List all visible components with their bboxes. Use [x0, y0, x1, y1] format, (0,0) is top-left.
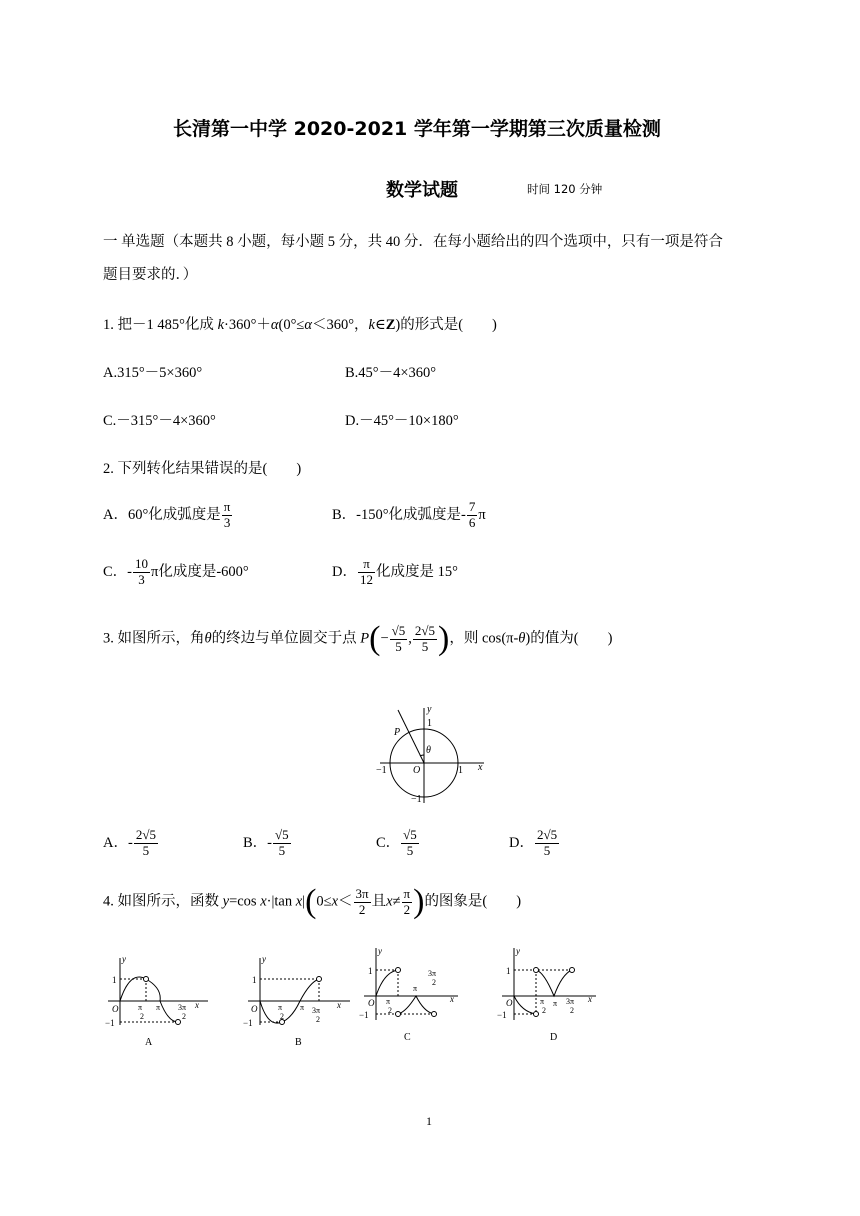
- q3-text: )的值为( ): [525, 630, 613, 647]
- neg-one-label: −1: [359, 1010, 369, 1020]
- q3-option-d: [509, 828, 560, 859]
- origin-label: O: [506, 998, 513, 1008]
- q2-d-text: D．: [332, 563, 357, 580]
- q4-cond-text: ＜: [338, 893, 353, 910]
- q3-text: ，则 cos(π-: [449, 630, 519, 647]
- fig-origin-label: O: [413, 765, 421, 776]
- graph-curve: [398, 996, 434, 1014]
- q1-text: ∈: [374, 317, 386, 333]
- y-label: y: [378, 946, 382, 956]
- q1-option-b: B.45°－4×360°: [345, 365, 437, 381]
- origin-label: O: [112, 1004, 119, 1014]
- q2-d-fraction: [358, 557, 375, 588]
- q4-text: 4. 如图所示，函数: [103, 893, 223, 910]
- one-label: 1: [368, 966, 373, 976]
- graph-label-c: C: [404, 1032, 411, 1043]
- fig-neg-one-bottom: −1: [411, 794, 422, 805]
- y-label: y: [122, 954, 126, 964]
- q1-set-z: Z: [385, 317, 396, 333]
- left-paren: (: [369, 620, 381, 657]
- pi-half-den: 2: [388, 1006, 392, 1015]
- x-label: x: [450, 994, 454, 1004]
- pi-half-den: 2: [542, 1006, 546, 1015]
- y-label: y: [516, 946, 520, 956]
- pi-label: π: [156, 1003, 161, 1012]
- graph-label-b: B: [295, 1037, 302, 1048]
- q1-option-c: C.－315°－4×360°: [103, 413, 216, 429]
- q1-text: ＜360°，: [311, 317, 369, 333]
- question-1-stem: [103, 313, 497, 334]
- q3-text: 的终边与单位圆交于点: [211, 630, 361, 647]
- graph-curve: [514, 996, 536, 1014]
- q1-option-d: D.－45°－10×180°: [345, 413, 459, 429]
- q1-var-k: k: [217, 317, 224, 333]
- graph-label-a: A: [145, 1037, 153, 1048]
- q4-cond-fraction-1: [354, 887, 371, 918]
- denominator: 3: [223, 514, 231, 530]
- q3-d-text: D．: [509, 834, 534, 851]
- q3-point-p: P: [360, 630, 370, 647]
- q4-var-x: x: [295, 893, 303, 910]
- q3-b-fraction: [273, 828, 291, 859]
- q4-text: ·|tan: [266, 893, 296, 910]
- x-label: x: [337, 1000, 341, 1010]
- q3-py-fraction: [413, 624, 437, 655]
- q3-text: 3. 如图所示，角: [103, 630, 205, 647]
- y-label: y: [262, 954, 266, 964]
- open-point: [534, 1012, 539, 1017]
- numerator: 2√5: [536, 827, 558, 842]
- denominator: 12: [359, 571, 373, 587]
- q3-a-text: A．-: [103, 834, 133, 851]
- q3-option-c: [376, 828, 420, 859]
- q4-text: =cos: [229, 893, 261, 910]
- numerator: √5: [275, 827, 289, 842]
- terminal-side: [398, 710, 424, 763]
- denominator: 5: [142, 842, 150, 858]
- open-point: [432, 1012, 437, 1017]
- right-paren: ): [413, 883, 425, 920]
- q4-text: 的图象是( ): [424, 893, 522, 910]
- origin-label: O: [251, 1004, 258, 1014]
- three-pi-den: 2: [316, 1015, 320, 1024]
- denominator: 5: [421, 638, 429, 654]
- one-label: 1: [506, 966, 511, 976]
- q3-b-text: B．-: [243, 834, 272, 851]
- page-subtitle: 数学试题: [386, 180, 458, 201]
- x-label: x: [588, 994, 592, 1004]
- q3-d-fraction: [535, 828, 559, 859]
- three-pi-den: 2: [182, 1012, 186, 1021]
- q4-graph-c: [358, 940, 468, 1050]
- q2-b-text: π: [478, 506, 486, 523]
- three-pi-label: 3π: [178, 1003, 187, 1012]
- pi-half-num: π: [540, 997, 545, 1006]
- three-pi-den: 2: [570, 1006, 574, 1015]
- pi-label: π: [300, 1003, 305, 1012]
- q4-cond-text: ≠: [392, 893, 401, 910]
- q2-b-fraction: [467, 500, 478, 531]
- q3-option-a: [103, 828, 159, 859]
- graph-label-d: D: [550, 1032, 558, 1043]
- q4-cond-text: 0≤: [316, 893, 332, 910]
- origin-label: O: [368, 998, 375, 1008]
- numerator: 10: [135, 556, 148, 571]
- denominator: 6: [468, 514, 476, 530]
- q2-option-d: [332, 557, 458, 588]
- pi-half-den: 2: [280, 1012, 284, 1021]
- pi-half-num: π: [138, 1003, 143, 1012]
- question-2-stem: 2. 下列转化结果错误的是( ): [103, 461, 302, 477]
- pi-half-num: π: [386, 997, 391, 1006]
- q4-cond-text: 且: [371, 893, 387, 910]
- question-3-stem: [103, 622, 612, 656]
- q2-option-c: [103, 557, 249, 588]
- graph-curve: [120, 977, 178, 1022]
- fig-y-label: y: [427, 704, 432, 715]
- open-point: [534, 968, 539, 973]
- denominator: 2: [403, 901, 411, 917]
- q4-var-x: x: [386, 893, 393, 910]
- minus-sign: −: [380, 630, 389, 647]
- numerator: 7: [468, 499, 476, 514]
- q4-var-x: x: [331, 893, 339, 910]
- q2-a-text: A．60°化成弧度是: [103, 506, 221, 523]
- page-number: 1: [426, 1114, 432, 1128]
- three-pi-label: 3π: [428, 969, 437, 978]
- q4-graph-d: [496, 940, 606, 1050]
- q1-text: ·360°＋: [224, 317, 271, 333]
- unit-circle-figure: [370, 700, 495, 805]
- q3-c-text: C．: [376, 834, 401, 851]
- q1-var-alpha: α: [270, 317, 279, 333]
- q4-var-x: x: [260, 893, 267, 910]
- open-point: [176, 1020, 181, 1025]
- fig-x-label: x: [478, 762, 483, 773]
- q4-var-y: y: [222, 893, 230, 910]
- question-4-stem: [103, 885, 521, 919]
- q4-cond-fraction-2: [402, 887, 413, 918]
- numerator: 2√5: [135, 827, 156, 842]
- time-note: 时间 120 分钟: [527, 182, 603, 196]
- numerator: π: [358, 557, 375, 573]
- q4-graph-a: [100, 950, 215, 1050]
- q4-graph-b: [242, 950, 357, 1050]
- fig-theta-label: θ: [426, 745, 431, 756]
- q2-c-text: C．-: [103, 563, 132, 580]
- q3-var-theta: θ: [518, 630, 526, 647]
- pi-half-den: 2: [140, 1012, 144, 1021]
- open-point: [317, 977, 322, 982]
- open-point: [396, 968, 401, 973]
- one-label: 1: [112, 975, 117, 985]
- numerator: π: [403, 885, 411, 901]
- fig-one-top: 1: [427, 718, 432, 729]
- pi-label: π: [553, 999, 558, 1008]
- numerator: π: [223, 499, 231, 514]
- page-title: 长清第一中学 2020-2021 学年第一学期第三次质量检测: [173, 118, 661, 140]
- numerator: √5: [403, 827, 417, 842]
- numerator: √5: [391, 622, 406, 638]
- one-label: 1: [252, 975, 257, 985]
- numerator: 2√5: [414, 622, 436, 638]
- open-point: [144, 977, 149, 982]
- q1-var-alpha: α: [304, 317, 312, 333]
- q3-px-fraction: [390, 624, 408, 655]
- neg-one-label: −1: [243, 1018, 253, 1028]
- q1-var-k: k: [368, 317, 375, 333]
- denominator: 5: [395, 638, 402, 654]
- graph-curve: [536, 970, 572, 996]
- graph-curve: [376, 970, 398, 996]
- section-instruction-line1: 一 单选题（本题共 8 小题，每小题 5 分，共 40 分．在每小题给出的四个选项中，只有一项是符合: [103, 234, 723, 250]
- open-point: [396, 1012, 401, 1017]
- fig-p-label: P: [394, 727, 401, 738]
- pi-half-num: π: [278, 1003, 283, 1012]
- q3-var-theta: θ: [204, 630, 212, 647]
- three-pi-label: 3π: [312, 1006, 321, 1015]
- three-pi-label: 3π: [566, 997, 575, 1006]
- q3-option-b: [243, 828, 292, 859]
- q2-c-fraction: [133, 557, 150, 588]
- section-instruction-line2: 题目要求的．）: [103, 267, 198, 283]
- q3-c-fraction: [401, 828, 419, 859]
- three-pi-den: 2: [432, 978, 436, 987]
- pi-label: π: [413, 984, 418, 993]
- fig-one-right: 1: [458, 765, 463, 776]
- neg-one-label: −1: [497, 1010, 507, 1020]
- comma: ,: [408, 630, 412, 647]
- denominator: 5: [543, 842, 551, 858]
- q2-option-b: [332, 500, 486, 531]
- neg-one-label: −1: [105, 1018, 115, 1028]
- denominator: 5: [406, 842, 414, 858]
- q1-text: 1. 把－1 485°化成: [103, 317, 218, 333]
- q2-a-fraction: [222, 500, 233, 531]
- denominator: 5: [278, 842, 286, 858]
- x-label: x: [195, 1000, 199, 1010]
- left-paren: (: [305, 883, 317, 920]
- fig-neg-one-left: −1: [376, 765, 387, 776]
- denominator: 3: [138, 571, 145, 587]
- q3-a-fraction: [134, 828, 158, 859]
- q2-d-text: 化成度是 15°: [375, 563, 458, 580]
- open-point: [570, 968, 575, 973]
- denominator: 2: [358, 901, 366, 917]
- q4-text: |: [302, 893, 306, 910]
- right-paren: ): [438, 620, 450, 657]
- q1-text: )的形式是( ): [395, 317, 497, 333]
- q2-b-text: B．-150°化成弧度是-: [332, 506, 466, 523]
- q1-option-a: A.315°－5×360°: [103, 365, 203, 381]
- numerator: 3π: [355, 885, 369, 901]
- q2-option-a: [103, 500, 233, 531]
- q1-text: (0°≤: [278, 317, 305, 333]
- q2-c-text: π化成度是-600°: [151, 563, 249, 580]
